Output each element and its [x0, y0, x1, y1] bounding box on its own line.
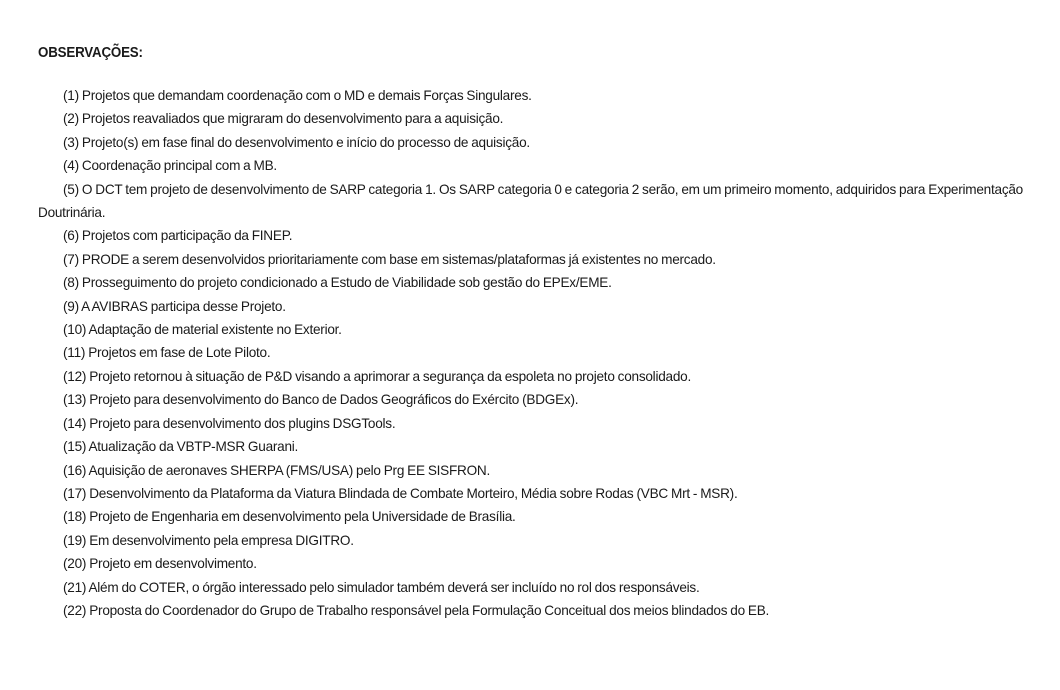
note-text: Projeto(s) em fase final do desenvolvimento e início do processo de aquisição. — [81, 134, 530, 150]
note-text: Projeto em desenvolvimento. — [89, 556, 257, 572]
note-item — [38, 224, 1048, 247]
section-heading: OBSERVAÇÕES: — [38, 45, 143, 61]
note-number: (5) — [63, 181, 79, 197]
note-item — [38, 388, 1048, 411]
note-number: (14) — [63, 415, 87, 431]
note-item — [38, 482, 1048, 505]
note-text: Prosseguimento do projeto condicionado a Estudo de Viabilidade sob gestão do EPEx/EME. — [81, 275, 612, 291]
note-text: Projeto para desenvolvimento dos plugins DSGTools. — [89, 415, 396, 431]
note-item — [38, 599, 1048, 622]
note-text: Projeto para desenvolvimento do Banco de Dados Geográficos do Exército (BDGEx). — [89, 392, 579, 408]
note-item — [38, 505, 1048, 528]
note-text: PRODE a serem desenvolvidos prioritariamente com base em sistemas/plataformas já existentes no mercado. — [81, 251, 716, 267]
note-number: (6) — [63, 228, 79, 244]
note-number: (8) — [63, 275, 79, 291]
note-number: (22) — [63, 602, 87, 618]
note-number: (17) — [63, 485, 87, 501]
note-number: (10) — [63, 322, 87, 338]
note-number: (16) — [63, 462, 87, 478]
note-item — [38, 365, 1048, 388]
note-number: (4) — [63, 158, 79, 174]
note-text: O DCT tem projeto de desenvolvimento de SARP categoria 1. Os SARP categoria 0 e categoria 2 serão, em um primeiro momento, adquiridos para Experimentação Doutrinária. — [38, 181, 1023, 221]
note-number: (3) — [63, 134, 79, 150]
notes-list — [38, 84, 1048, 622]
note-number: (15) — [63, 439, 87, 455]
note-item — [38, 552, 1048, 575]
note-text: Projetos reavaliados que migraram do desenvolvimento para a aquisição. — [81, 111, 504, 127]
note-item — [38, 459, 1048, 482]
note-number: (20) — [63, 556, 87, 572]
observations-section — [38, 44, 1048, 622]
note-item — [38, 178, 1048, 225]
note-number: (9) — [63, 298, 79, 314]
note-number: (7) — [63, 251, 79, 267]
note-text: Atualização da VBTP-MSR Guarani. — [88, 439, 299, 455]
note-text: Projeto de Engenharia em desenvolvimento pela Universidade de Brasília. — [89, 509, 516, 525]
note-item — [38, 271, 1048, 294]
note-item — [38, 107, 1048, 130]
note-item — [38, 435, 1048, 458]
note-text: Coordenação principal com a MB. — [81, 158, 277, 174]
note-text: Projetos que demandam coordenação com o MD e demais Forças Singulares. — [81, 88, 532, 103]
note-item — [38, 412, 1048, 435]
note-item — [38, 318, 1048, 341]
note-text: Em desenvolvimento pela empresa DIGITRO. — [89, 532, 354, 548]
note-text: Além do COTER, o órgão interessado pelo simulador também deverá ser incluído no rol dos responsáveis. — [88, 579, 700, 595]
note-number: (19) — [63, 532, 87, 548]
note-text: Projeto retornou à situação de P&D visando a aprimorar a segurança da espoleta no projeto consolidado. — [89, 368, 691, 384]
note-number: (13) — [63, 392, 87, 408]
note-item — [38, 529, 1048, 552]
note-item — [38, 576, 1048, 599]
note-number: (12) — [63, 368, 87, 384]
note-item — [38, 248, 1048, 271]
note-text: Desenvolvimento da Plataforma da Viatura Blindada de Combate Morteiro, Média sobre Rodas (VBC Mrt - MSR). — [89, 485, 738, 501]
note-item — [38, 341, 1048, 364]
note-item — [38, 154, 1048, 177]
note-item — [38, 295, 1048, 318]
note-item — [38, 84, 1048, 107]
note-number: (18) — [63, 509, 87, 525]
note-number: (11) — [63, 345, 86, 361]
note-number: (21) — [63, 579, 87, 595]
note-text: Projetos em fase de Lote Piloto. — [88, 345, 271, 361]
note-text: Proposta do Coordenador do Grupo de Trabalho responsável pela Formulação Conceitual dos meios blindados do EB. — [89, 602, 770, 618]
note-text: Projetos com participação da FINEP. — [81, 228, 293, 244]
note-text: A AVIBRAS participa desse Projeto. — [81, 298, 286, 314]
note-item — [38, 131, 1048, 154]
note-text: Aquisição de aeronaves SHERPA (FMS/USA) pelo Prg EE SISFRON. — [88, 462, 491, 478]
note-number: (1) — [63, 88, 79, 103]
note-number: (2) — [63, 111, 79, 127]
note-text: Adaptação de material existente no Exterior. — [88, 322, 342, 338]
